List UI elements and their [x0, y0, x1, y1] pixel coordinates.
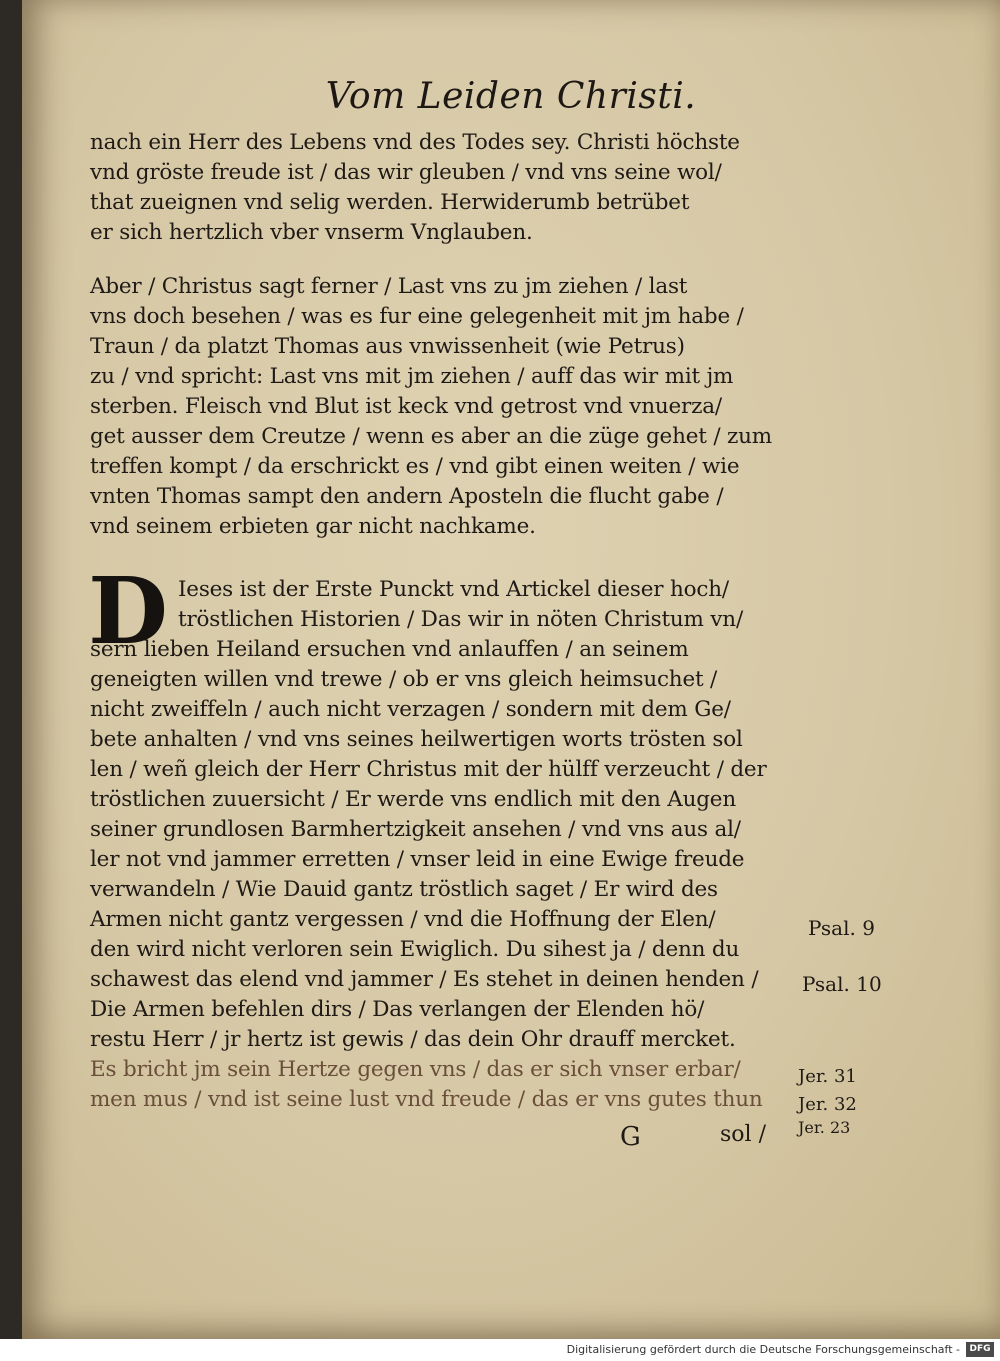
- marginal-reference: Psal. 9: [808, 916, 875, 940]
- text-line: Aber / Christus sagt ferner / Last vns zu jm ziehen / last: [90, 274, 688, 299]
- drop-cap-initial: D: [88, 557, 168, 665]
- marginal-reference: Jer. 31: [798, 1066, 857, 1087]
- text-line: er sich hertzlich vber vnserm Vnglauben.: [90, 220, 533, 245]
- text-line: zu / vnd spricht: Last vns mit jm ziehen / auff das wir mit jm: [90, 364, 734, 389]
- text-line: nicht zweiffeln / auch nicht verzagen / sondern mit dem Ge/: [90, 697, 731, 722]
- running-header: Vom Leiden Christi.: [325, 76, 697, 117]
- text-line: treffen kompt / da erschrickt es / vnd gibt einen weiten / wie: [90, 454, 740, 479]
- text-line: Es bricht jm sein Hertze gegen vns / das er sich vnser erbar/: [90, 1057, 741, 1082]
- text-line: bete anhalten / vnd vns seines heilwertigen worts trösten sol: [90, 727, 743, 752]
- text-line: Die Armen befehlen dirs / Das verlangen der Elenden hö/: [90, 997, 705, 1022]
- text-line: len / weñ gleich der Herr Christus mit der hülff verzeucht / der: [90, 757, 767, 782]
- paragraph-1: [90, 128, 820, 248]
- text-line: Armen nicht gantz vergessen / vnd die Hoffnung der Elen/: [90, 907, 716, 932]
- text-line: vns doch besehen / was es fur eine gelegenheit mit jm habe /: [90, 304, 744, 329]
- book-page: [22, 0, 1000, 1339]
- text-line: that zueignen vnd selig werden. Herwiderumb betrübet: [90, 190, 690, 215]
- text-line: vnd gröste freude ist / das wir gleuben / vnd vns seine wol/: [90, 160, 722, 185]
- catchword: sol /: [720, 1122, 766, 1147]
- text-line: tröstlichen zuuersicht / Er werde vns endlich mit den Augen: [90, 787, 736, 812]
- marginal-reference: Jer. 32: [798, 1094, 857, 1115]
- text-line: geneigten willen vnd trewe / ob er vns gleich heimsuchet /: [90, 667, 718, 692]
- text-line: tröstlichen Historien / Das wir in nöten Christum vn/: [178, 607, 743, 632]
- paragraph-3: [90, 575, 820, 1115]
- text-line: nach ein Herr des Lebens vnd des Todes sey. Christi höchste: [90, 130, 740, 155]
- funding-credit: Digitalisierung gefördert durch die Deutsche Forschungsgemeinschaft -: [566, 1343, 960, 1356]
- text-line: schawest das elend vnd jammer / Es stehet in deinen henden /: [90, 967, 759, 992]
- text-line: vnd seinem erbieten gar nicht nachkame.: [90, 514, 536, 539]
- paragraph-2: [90, 272, 820, 542]
- text-line: den wird nicht verloren sein Ewiglich. Du sihest ja / denn du: [90, 937, 740, 962]
- text-line: sern lieben Heiland ersuchen vnd anlauffen / an seinem: [90, 637, 689, 662]
- marginal-reference: Psal. 10: [802, 972, 882, 996]
- marginal-reference: Jer. 23: [798, 1118, 851, 1137]
- text-line: get ausser dem Creutze / wenn es aber an die züge gehet / zum: [90, 424, 772, 449]
- text-line: seiner grundlosen Barmhertzigkeit ansehen / vnd vns aus al/: [90, 817, 741, 842]
- text-line: sterben. Fleisch vnd Blut ist keck vnd getrost vnd vnuerza/: [90, 394, 722, 419]
- text-line: verwandeln / Wie Dauid gantz tröstlich saget / Er wird des: [90, 877, 718, 902]
- signature-mark: G: [620, 1122, 641, 1152]
- text-line: restu Herr / jr hertz ist gewis / das dein Ohr drauff mercket.: [90, 1027, 736, 1052]
- text-line: men mus / vnd ist seine lust vnd freude / das er vns gutes thun: [90, 1087, 763, 1112]
- text-line: ler not vnd jammer erretten / vnser leid in eine Ewige freude: [90, 847, 745, 872]
- dfg-logo-icon: DFG: [966, 1342, 994, 1357]
- text-line: Traun / da platzt Thomas aus vnwissenheit (wie Petrus): [90, 334, 685, 359]
- footer-bar: [0, 1339, 1000, 1361]
- text-line: vnten Thomas sampt den andern Aposteln die flucht gabe /: [90, 484, 724, 509]
- text-line: Ieses ist der Erste Punckt vnd Artickel dieser hoch/: [178, 577, 729, 602]
